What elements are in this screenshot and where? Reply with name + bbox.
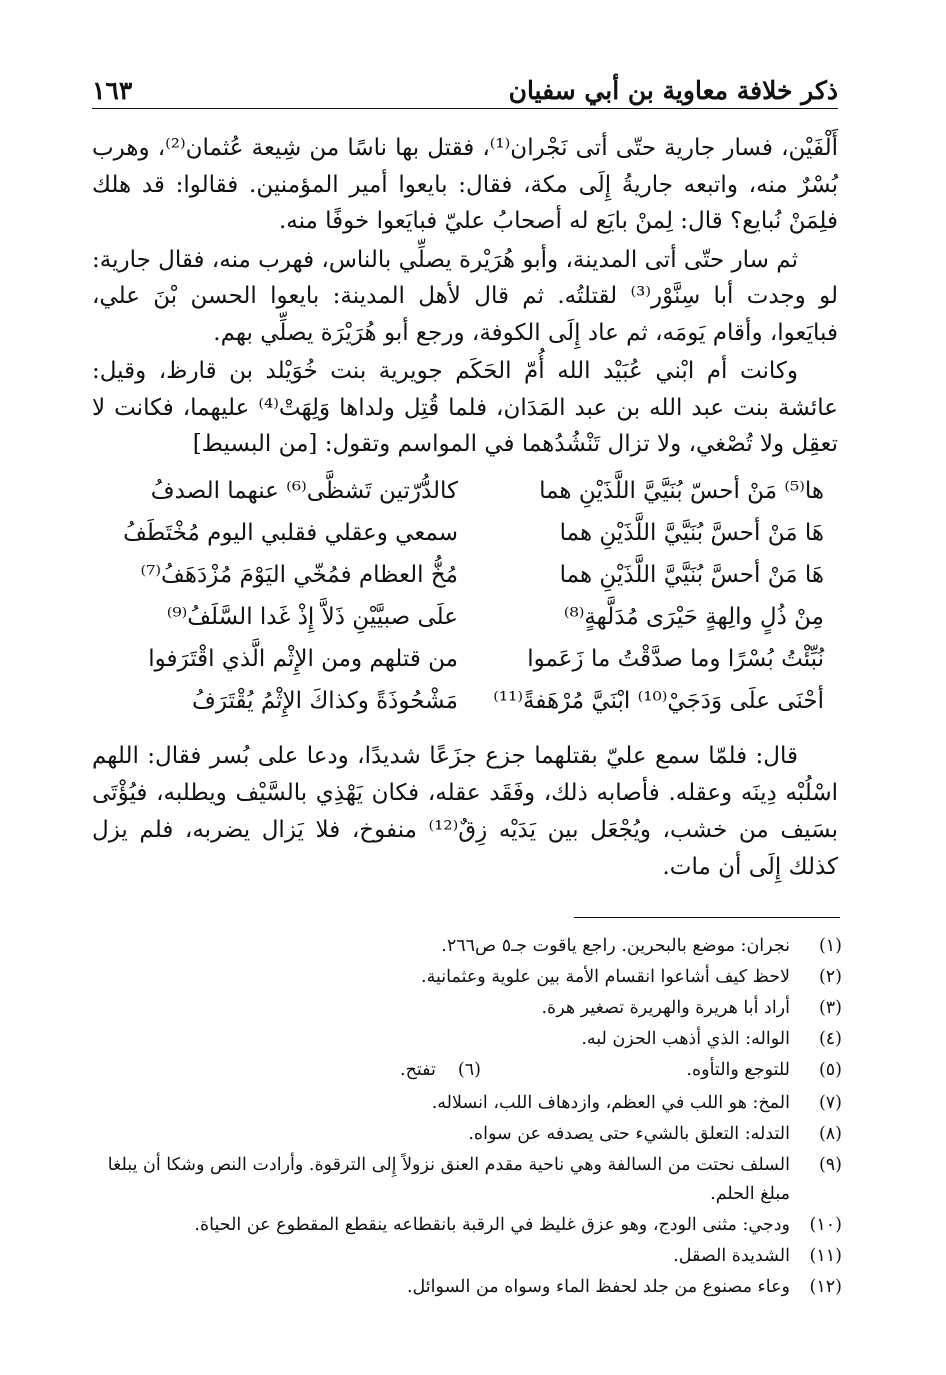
verse-second-hemistich: مُخُّ العظام فمُخّي اليَوْمَ مُزْدَهَفُ⁽⁷⁾ — [140, 562, 458, 588]
page-number: ١٦٣ — [92, 76, 133, 105]
footnotes — [100, 932, 842, 1304]
footnote-number: (١٠) — [809, 1215, 842, 1235]
footnote-text: نجران: موضع بالبحرين. راجع ياقوت جـ٥ ص٢٦٦. — [441, 936, 790, 956]
verse-first-hemistich: ها⁽⁵⁾ مَنْ أحسّ بُنَيَّيَّ اللَّذَيْنِ هما — [539, 478, 824, 504]
verse-line — [92, 688, 838, 730]
footnote-text: الواله: الذي أذهب الحزن لبه. — [581, 1029, 790, 1049]
footnote — [100, 1025, 842, 1054]
paragraph-3 — [92, 353, 838, 463]
footnote-text: أراد أبا هريرة والهريرة تصغير هرة. — [541, 998, 790, 1018]
paragraph-4: قال: فلمّا سمع عليّ بقتلهما جزع جزَعًا شديدًا، ودعا على بُسر فقال: اللهم اسْلُبْه دِينَه وعقله. فأصابه ذلك، وفَقَد عقله، فكان يَهْذِي بالسَّيْف ويطلبه، فيُؤْتَى بسَيف من خشب، ويُجْعَل بين يَدَيْه زِقٌ⁽¹²⁾ منفوخ، فلا يَزال يضربه، فلم يزل كذلك إِلَى أن مات. — [92, 743, 839, 880]
footnote-rule — [574, 917, 840, 918]
footnote — [100, 1056, 842, 1087]
verse-second-hemistich: سمعي وعقلي فقلبي اليوم مُخْتَطَفُ — [123, 520, 458, 546]
footnote — [100, 932, 842, 961]
footnote-number: (٩) — [818, 1155, 842, 1175]
verse-second-hemistich: مَشْحُوذَةً وكذاكَ الإِثْمُ يُقْتَرَفُ — [192, 688, 458, 714]
footnote-text: التدله: التعلق بالشيء حتى يصدفه عن سواه. — [468, 1124, 790, 1144]
footnote — [100, 1120, 842, 1149]
running-header — [92, 70, 838, 110]
footnote — [100, 963, 842, 992]
verse-first-hemistich: مِنْ ذُلٍ والِهةٍ حَيْرَى مُدَلَّهةٍ⁽⁸⁾ — [563, 604, 824, 630]
footnote-number: (٨) — [818, 1124, 842, 1144]
footnote-text: المخ: هو اللب في العظم، وازدهاف اللب، انسلاله. — [431, 1093, 790, 1113]
footnote — [100, 1273, 842, 1302]
footnote — [100, 1089, 842, 1118]
header-rule — [92, 108, 838, 109]
footnote-number: (٣) — [818, 998, 842, 1018]
footnote — [100, 1242, 842, 1271]
verse-line — [92, 520, 838, 562]
footnote-inline — [400, 1056, 481, 1085]
paragraph-3-text: وكانت أم ابْني عُبَيْد الله أُمّ الحَكَم جويرية بنت خُوَيْلد بن قارظ، وقيل: عائشة بنت عبد الله بن عبد المَدَان، فلما قُتِل ولداها وَلِهَتْ⁽⁴⁾ عليهما، فكانت لا تعقِل ولا تُصْغي، ولا تزال تَنْشُدُهما في المواسم وتقول: — [92, 358, 838, 457]
footnote-text: للتوجع والتأوه. — [686, 1060, 790, 1080]
footnote-number: (١٢) — [809, 1277, 842, 1297]
footnote-text: وعاء مصنوع من جلد لحفظ الماء وسواه من السوائل. — [406, 1277, 790, 1297]
footnote — [100, 1211, 842, 1240]
footnote-number: (٥) — [818, 1060, 842, 1080]
footnote-number: (١١) — [809, 1246, 842, 1266]
main-text-continued — [92, 738, 838, 886]
footnote-text: السلف نحتت من السالفة وهي ناحية مقدم العنق نزولاً إِلى الترقوة. وأرادت النص وشكا أن يبلغا مبلغ الحلم. — [107, 1155, 790, 1204]
footnote-text: الشديدة الصقل. — [673, 1246, 790, 1266]
verse-first-hemistich: أحْنَى علَى وَدَجَيْ⁽¹⁰⁾ ابْنَيَّ مُرْهَفةً⁽¹¹⁾ — [493, 688, 824, 714]
footnote — [100, 994, 842, 1023]
footnote-number: (٤) — [818, 1029, 842, 1049]
verse-first-hemistich: نُبِّئْتُ بُسْرًا وما صدَّقْتُ ما زَعَموا — [527, 646, 824, 672]
main-text — [92, 130, 838, 465]
verse-second-hemistich: علَى صبيَّيْنِ ذَلاَّ إِذْ غَدا السَّلَفُ⁽⁹⁾ — [166, 604, 458, 630]
verse-line — [92, 562, 838, 604]
footnote-text: تفتح. — [400, 1060, 436, 1080]
poem — [92, 478, 838, 730]
verse-line — [92, 478, 838, 520]
footnote-text: لاحظ كيف أشاعوا انقسام الأمة بين علوية وعثمانية. — [421, 967, 790, 987]
verse-second-hemistich: كالدُّرّتين تَشظَّى⁽⁶⁾ عنهما الصدفُ — [150, 478, 458, 504]
footnote-number: (١) — [818, 936, 842, 956]
header-title: ذكر خلافة معاوية بن أبي سفيان — [508, 76, 838, 105]
footnote-number: (٦) — [457, 1060, 481, 1080]
paragraph-2: ثم سار حتّى أتى المدينة، وأبو هُرَيْرة يصلِّي بالناس، فهرب منه، فقال جارية: لو وجدت أبا سِنَّوْر⁽³⁾ لقتلتُه. ثم قال لأهل المدينة: بايعوا الحسن بْنَ علي، فبايَعوا، وأقام يَومَه، ثم عاد إِلَى الكوفة، ورجع أبو هُرَيْرَة يصلِّي بهم. — [92, 246, 838, 346]
meter-label: [من البسيط] — [192, 431, 318, 457]
paragraph-1: أَلْفَيْن، فسار جارية حتّى أتى نَجْران⁽¹⁾، فقتل بها ناسًا من شِيعة عُثمان⁽²⁾، وهرب بُسْرٌ منه، واتبعه جاريةُ إِلَى مكة، فقال: بايعوا أمير المؤمنين. فقالوا: قد هلك فلِمَنْ نُبايع؟ قال: لِمنْ بايَع له أصحابُ عليّ فبايَعوا خوفًا منه. — [92, 135, 838, 234]
footnote-number: (٧) — [818, 1093, 842, 1113]
verse-line — [92, 604, 838, 646]
verse-first-hemistich: هَا مَنْ أحسَّ بُنَيَّيَّ اللَّذَيْنِ هما — [559, 562, 824, 588]
verse-line — [92, 646, 838, 688]
verse-second-hemistich: من قتلهم ومن الإِثْم الَّذي اقْتَرَفوا — [148, 646, 458, 672]
footnote-number: (٢) — [818, 967, 842, 987]
verse-first-hemistich: هَا مَنْ أحسَّ بُنَيَّيَّ اللَّذَيْنِ هما — [559, 520, 824, 546]
footnote — [100, 1151, 842, 1209]
footnote-text: ودجي: مثنى الودج، وهو عزق غليظ في الرقبة بانقطاعه ينقطع المقطوع عن الحياة. — [194, 1215, 790, 1235]
